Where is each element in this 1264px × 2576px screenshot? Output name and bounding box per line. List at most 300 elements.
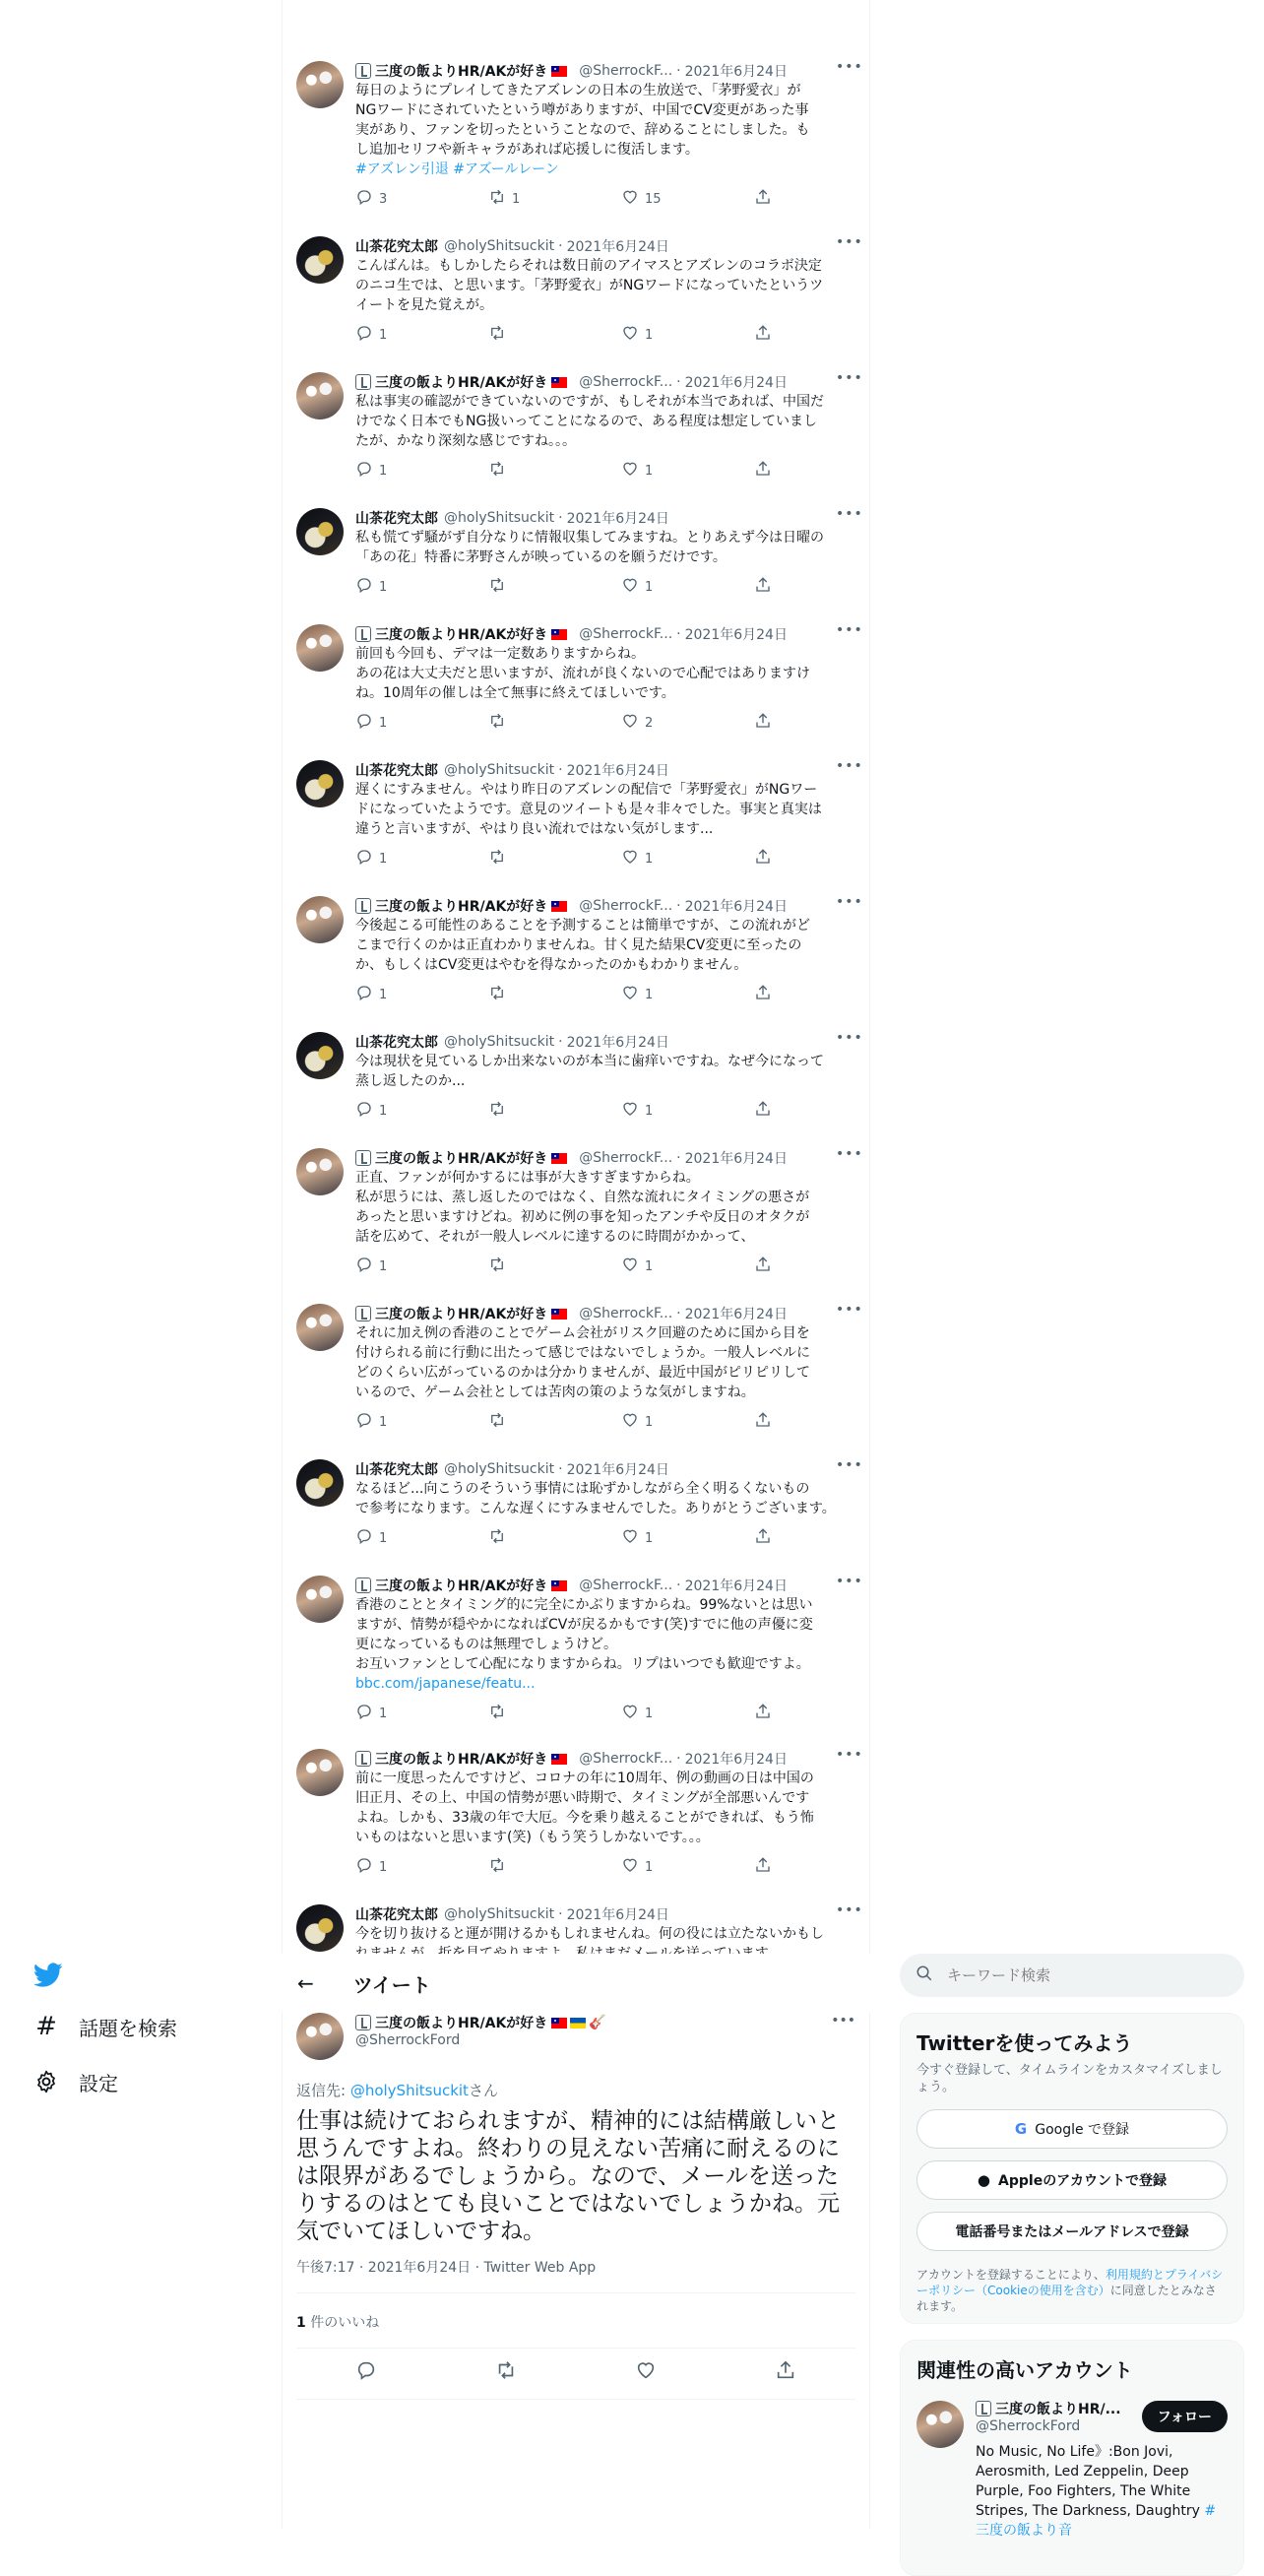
- related-account[interactable]: [901, 2383, 1243, 2541]
- terms-link[interactable]: 利用規約とプライバシーポリシー（Cookieの使用を含む）: [916, 2268, 1224, 2297]
- related-bio-tag[interactable]: #三度の飯より音: [976, 2503, 1217, 2539]
- retweet-button[interactable]: [488, 713, 587, 733]
- more-icon[interactable]: •••: [836, 506, 863, 522]
- reply-button[interactable]: [355, 849, 454, 869]
- guitar-badge-icon: [355, 1751, 371, 1767]
- tweet-actions: [355, 461, 774, 481]
- related-handle[interactable]: @SherrockFord: [976, 2418, 1081, 2434]
- tweet-actions: [355, 849, 774, 869]
- share-button[interactable]: [754, 577, 774, 597]
- search-box[interactable]: [900, 1954, 1244, 1997]
- author-name[interactable]: 三度の飯よりHR/AKが好き: [375, 375, 548, 391]
- tweet-text: 遅くにすみません。やはり昨日のアズレンの配信で「茅野愛衣」がNGワー ドになっていたようです。意見のツイートも是々非々でした。事実と真実は 違うと言いますが、やはり良い流れではない気がします...: [355, 782, 822, 837]
- reply-button[interactable]: [355, 1528, 454, 1548]
- reply-button[interactable]: [355, 1857, 454, 1877]
- apple-icon: ●: [977, 2171, 991, 2189]
- guitar-badge-icon: [355, 1306, 371, 1321]
- reply-button[interactable]: [355, 325, 454, 345]
- author-name[interactable]: 山茶花究太郎: [355, 1462, 438, 1478]
- avatar[interactable]: [296, 2013, 344, 2060]
- tweet-date[interactable]: 2021年6月24日: [684, 375, 788, 391]
- likes-count-row[interactable]: [296, 2312, 379, 2332]
- share-button[interactable]: [754, 1528, 774, 1548]
- author-handle[interactable]: @SherrockF...: [579, 1751, 673, 1767]
- avatar[interactable]: [296, 1032, 344, 1079]
- share-button[interactable]: [754, 713, 774, 733]
- tweet-body: [355, 59, 863, 209]
- like-count: 2: [645, 715, 654, 731]
- reply-icon: [355, 576, 373, 598]
- focused-tweet-text: 仕事は続けておられますが、精神的には結構厳しいと思うんですよね。終わりの見えない苦痛に耐えるのには限界があるでしょうから。なので、メールを送ったりするのはとても良いことではないでしょうかね。元気でいてほしいですね。: [296, 2108, 840, 2244]
- retweet-button[interactable]: [488, 1857, 587, 1877]
- retweet-button[interactable]: [488, 985, 587, 1004]
- nav-settings-label: 設定: [79, 2071, 118, 2095]
- author-handle[interactable]: @SherrockF...: [579, 898, 673, 914]
- like-button[interactable]: [621, 1857, 720, 1877]
- share-icon: [754, 1703, 772, 1724]
- tweet-text: 正直、ファンが何かするには事が大きすぎますからね。 私が思うには、蒸し返したのではなく、自然な流れにタイミングの悪さが あったと思いますけどね。初めに例の事を知ったアンチや反日のオタクが 話を広めて、それが一般人レベルに達するのに時間がかかって、: [355, 1170, 810, 1245]
- reply-button[interactable]: [355, 577, 454, 597]
- related-accounts-card: [900, 2340, 1244, 2576]
- more-icon[interactable]: •••: [836, 1146, 863, 1162]
- tweet-text: 毎日のようにプレイしてきたアズレンの日本の生放送で、「茅野愛衣」が NGワードにされていたという噂がありますが、中国でCV変更があった事 実があり、ファンを切ったということなので、辞めることにしました。も し追加セリフや新キャラがあれば応援しに復活します。: [355, 83, 810, 158]
- share-button[interactable]: [754, 1412, 774, 1432]
- google-signup-label: Google で登録: [1035, 2122, 1130, 2138]
- author-name[interactable]: 三度の飯よりHR/AKが好き: [375, 64, 548, 80]
- tweet-header: [355, 1747, 863, 1769]
- avatar[interactable]: [296, 1304, 344, 1351]
- guitar-badge-icon: [355, 63, 371, 79]
- retweet-icon: [488, 1527, 506, 1549]
- avatar[interactable]: [296, 372, 344, 419]
- nav-explore[interactable]: [0, 1999, 282, 2054]
- more-icon[interactable]: •••: [836, 1902, 863, 1918]
- author-name[interactable]: 三度の飯よりHR/AKが好き: [375, 899, 548, 915]
- tweet-header: [355, 1902, 863, 1924]
- like-count: 1: [645, 463, 654, 479]
- like-button[interactable]: [621, 1101, 720, 1121]
- ukraine-flag-icon: [570, 2018, 586, 2029]
- reply-count: 1: [379, 463, 388, 479]
- like-count: 1: [645, 579, 654, 595]
- reply-button[interactable]: [355, 1101, 454, 1121]
- more-icon[interactable]: •••: [836, 234, 863, 250]
- tweet-date[interactable]: 2021年6月24日: [566, 1907, 669, 1923]
- gear-icon: [33, 2069, 59, 2094]
- retweet-button[interactable]: [488, 577, 587, 597]
- like-count: 1: [645, 327, 654, 343]
- retweet-icon: [488, 712, 506, 734]
- tweet-date[interactable]: 2021年6月24日: [684, 1752, 788, 1768]
- more-icon[interactable]: •••: [836, 370, 863, 386]
- reply-button[interactable]: [355, 985, 454, 1004]
- tweet-body: [355, 622, 863, 733]
- like-count: 1: [645, 1859, 654, 1875]
- google-icon: G: [1014, 2120, 1028, 2138]
- tweet-body: [355, 1457, 863, 1548]
- author-name[interactable]: 山茶花究太郎: [355, 239, 438, 255]
- google-signup-button[interactable]: [916, 2109, 1228, 2149]
- tweet-date[interactable]: 2021年6月24日: [566, 511, 669, 527]
- reply-icon: [355, 1856, 373, 1878]
- twitter-logo-icon[interactable]: [0, 1954, 282, 1997]
- share-button[interactable]: [754, 849, 774, 869]
- reply-button[interactable]: [355, 1412, 454, 1432]
- tweet-date[interactable]: 2021年6月24日: [566, 239, 669, 255]
- reply-count: 1: [379, 1258, 388, 1274]
- like-button[interactable]: [621, 1528, 720, 1548]
- retweet-button[interactable]: [488, 461, 587, 481]
- like-button[interactable]: [621, 461, 720, 481]
- reply-icon[interactable]: [355, 2359, 377, 2385]
- tweet-date[interactable]: 2021年6月24日: [566, 1462, 669, 1478]
- terms-pre: アカウントを登録することにより、: [916, 2268, 1106, 2282]
- author-handle[interactable]: @SherrockF...: [579, 374, 673, 390]
- share-icon: [754, 1100, 772, 1122]
- share-icon: [754, 1256, 772, 1277]
- taiwan-flag-icon: [551, 1309, 567, 1320]
- reply-icon: [355, 1100, 373, 1122]
- more-icon[interactable]: •••: [836, 894, 863, 910]
- reply-count: 1: [379, 715, 388, 731]
- separator-dot: ·: [558, 1906, 563, 1922]
- tweet-text: 今後起こる可能性のあることを予測することは簡単ですが、この流れがど こまで行くのかは正直わかりませんね。甘く見た結果CV変更に至ったの か、もしくはCV変更はやむを得なかったのかもわかりません。: [355, 918, 810, 973]
- retweet-button[interactable]: [488, 1101, 587, 1121]
- retweet-button[interactable]: [488, 325, 587, 345]
- separator-dot: ·: [676, 626, 681, 642]
- author-handle[interactable]: @holyShitsuckit: [444, 510, 555, 526]
- more-icon[interactable]: •••: [836, 1302, 863, 1318]
- like-count: 1: [645, 1530, 654, 1546]
- reply-to-label: 返信先:: [296, 2082, 350, 2099]
- tweet-body: [355, 1302, 863, 1432]
- guitar-badge-icon: [355, 1578, 371, 1593]
- reply-count: 3: [379, 191, 388, 207]
- separator-dot: ·: [558, 762, 563, 778]
- tweet-date[interactable]: 2021年6月24日: [684, 1151, 788, 1167]
- author-name[interactable]: 三度の飯よりHR/AKが好き: [375, 1307, 548, 1322]
- like-button[interactable]: [621, 1704, 720, 1723]
- nav-explore-label: 話題を検索: [79, 2016, 177, 2040]
- author-handle[interactable]: @SherrockF...: [579, 1150, 673, 1166]
- related-avatar[interactable]: [916, 2401, 964, 2448]
- author-name[interactable]: 山茶花究太郎: [355, 763, 438, 779]
- avatar[interactable]: [296, 236, 344, 284]
- tweet-actions: [355, 325, 774, 345]
- author-name[interactable]: 三度の飯よりHR/AKが好き: [375, 2016, 548, 2031]
- reply-count: 1: [379, 1103, 388, 1119]
- retweet-icon: [488, 460, 506, 482]
- like-icon: [621, 1411, 639, 1433]
- more-icon[interactable]: •••: [836, 1574, 863, 1589]
- retweet-button[interactable]: [488, 189, 587, 209]
- share-button[interactable]: [754, 985, 774, 1004]
- like-icon[interactable]: [635, 2359, 657, 2385]
- author-handle[interactable]: @holyShitsuckit: [444, 1034, 555, 1050]
- reply-to-handle[interactable]: @holyShitsuckit: [349, 2082, 469, 2099]
- share-icon: [754, 712, 772, 734]
- tweet-hashtags[interactable]: #アズレン引退 #アズールレーン: [355, 161, 559, 177]
- tweet-meta[interactable]: 午後7:17 · 2021年6月24日 · Twitter Web App: [296, 2260, 597, 2276]
- author-name[interactable]: 三度の飯よりHR/AKが好き: [375, 1151, 548, 1167]
- tweet-body: [355, 506, 863, 597]
- phone-signup-button[interactable]: [916, 2212, 1228, 2251]
- guitar-badge-icon: [355, 374, 371, 390]
- separator-dot: ·: [558, 1034, 563, 1050]
- apple-signup-button[interactable]: [916, 2160, 1228, 2200]
- retweet-icon: [488, 1856, 506, 1878]
- tweet-actions: [355, 1704, 774, 1723]
- reply-button[interactable]: [355, 461, 454, 481]
- tweet-header: [355, 1146, 863, 1168]
- reply-icon: [355, 188, 373, 210]
- avatar[interactable]: [296, 1576, 344, 1623]
- tweet-date[interactable]: 2021年6月24日: [684, 627, 788, 643]
- tweet-date[interactable]: 2021年6月24日: [566, 1035, 669, 1051]
- terms-text: [901, 2263, 1243, 2318]
- taiwan-flag-icon: [551, 377, 567, 388]
- retweet-icon[interactable]: [495, 2359, 517, 2385]
- author-name[interactable]: 三度の飯よりHR/AKが好き: [375, 627, 548, 643]
- tweet-text: 前に一度思ったんですけど、コロナの年に10周年、例の動画の日は中国の 旧正月、その上、中国の情勢が悪い時期で、タイミングが全部悪いんです よね。しかも、33歳の年で大厄。今を乗り越えることができれば、もう怖 いものはないと思います(笑)（もう笑うしかないです。。。: [355, 1771, 814, 1845]
- reply-to: [296, 2080, 498, 2100]
- more-icon[interactable]: •••: [836, 622, 863, 638]
- share-button[interactable]: [754, 325, 774, 345]
- tweet-date[interactable]: 2021年6月24日: [684, 1307, 788, 1322]
- tweet-header: [355, 506, 863, 528]
- tweet-date[interactable]: 2021年6月24日: [684, 64, 788, 80]
- like-button[interactable]: [621, 985, 720, 1004]
- retweet-icon: [488, 576, 506, 598]
- separator-dot: ·: [676, 374, 681, 390]
- retweet-button[interactable]: [488, 849, 587, 869]
- tweet-date[interactable]: 2021年6月24日: [684, 1578, 788, 1594]
- author-handle[interactable]: @holyShitsuckit: [444, 1906, 555, 1922]
- like-count: 1: [645, 987, 654, 1002]
- author-handle[interactable]: @holyShitsuckit: [444, 1461, 555, 1477]
- like-button[interactable]: [621, 713, 720, 733]
- tweet-actions: [355, 1412, 774, 1432]
- tweet-body: [355, 234, 863, 345]
- guitar-badge-icon: [355, 1150, 371, 1166]
- more-icon[interactable]: •••: [831, 2013, 855, 2029]
- like-button[interactable]: [621, 849, 720, 869]
- like-icon: [621, 1527, 639, 1549]
- reply-button[interactable]: [355, 713, 454, 733]
- like-button[interactable]: [621, 189, 720, 209]
- like-icon: [621, 1703, 639, 1724]
- like-icon: [621, 576, 639, 598]
- tweet-header: [355, 894, 863, 916]
- author-name[interactable]: 山茶花究太郎: [355, 1907, 438, 1923]
- more-icon[interactable]: •••: [836, 758, 863, 774]
- reply-button[interactable]: [355, 189, 454, 209]
- author-handle[interactable]: @SherrockF...: [579, 1306, 673, 1321]
- retweet-button[interactable]: [488, 1256, 587, 1276]
- reply-suffix: さん: [468, 2082, 498, 2099]
- share-button[interactable]: [754, 189, 774, 209]
- tweet-text: 香港のこととタイミング的に完全にかぶりますからね。99%ないとは思い ますが、情勢が穏やかになればCVが戻るかもです(笑)すでに他の声優に変 更になっているものは無理でしょうけど。 お互いファンとして心配になりますからね。リプはいつでも歓迎ですよ。: [355, 1597, 813, 1672]
- guitar-icon: 🎸: [589, 2015, 606, 2030]
- share-icon: [754, 324, 772, 346]
- author-handle[interactable]: @SherrockFord: [355, 2032, 461, 2048]
- author-handle[interactable]: @holyShitsuckit: [444, 762, 555, 778]
- tweet-link[interactable]: bbc.com/japanese/featu...: [355, 1676, 536, 1692]
- tweet-actions: [355, 985, 774, 1004]
- like-icon: [621, 188, 639, 210]
- separator-dot: ·: [676, 898, 681, 914]
- tweet-header: [355, 1457, 863, 1479]
- like-button[interactable]: [621, 577, 720, 597]
- separator-dot: ·: [676, 1150, 681, 1166]
- more-icon[interactable]: •••: [836, 1747, 863, 1763]
- retweet-count: 1: [512, 191, 521, 207]
- author-handle[interactable]: @holyShitsuckit: [444, 238, 555, 254]
- like-count: 1: [645, 1706, 654, 1721]
- tweet-header: [355, 1574, 863, 1595]
- likes-count: 1: [296, 2315, 306, 2331]
- reply-count: 1: [379, 1530, 388, 1546]
- share-icon: [754, 188, 772, 210]
- share-button[interactable]: [754, 1256, 774, 1276]
- author-name[interactable]: 三度の飯よりHR/AKが好き: [375, 1578, 548, 1594]
- like-count: 1: [645, 1258, 654, 1274]
- tweet-body: [355, 1747, 863, 1877]
- search-input[interactable]: [947, 1966, 1213, 1984]
- more-icon[interactable]: •••: [836, 1457, 863, 1473]
- retweet-button[interactable]: [488, 1528, 587, 1548]
- reply-count: 1: [379, 1859, 388, 1875]
- tweet-actions: [355, 577, 774, 597]
- tweet-text: 今は現状を見ているしか出来ないのが本当に歯痒いですね。なぜ今になって 蒸し返したのか...: [355, 1054, 824, 1089]
- avatar[interactable]: [296, 760, 344, 807]
- retweet-button[interactable]: [488, 1704, 587, 1723]
- focused-actions: [296, 2359, 855, 2385]
- reply-icon: [355, 1527, 373, 1549]
- like-count: 1: [645, 851, 654, 867]
- guitar-badge-icon: [355, 2015, 371, 2030]
- tweet-text: 私も慌てず騒がず自分なりに情報収集してみますね。とりあえず今は日曜の 「あの花」特番に茅野さんが映っているのを願うだけです。: [355, 530, 824, 565]
- author-handle[interactable]: @SherrockF...: [579, 1578, 673, 1593]
- tweet-header: [355, 234, 863, 256]
- share-icon[interactable]: [775, 2359, 796, 2385]
- signup-subtitle: 今すぐ登録して、タイムラインをカスタマイズしましょう。: [916, 2063, 1223, 2094]
- back-arrow-icon[interactable]: ←: [297, 1971, 314, 1995]
- follow-button[interactable]: フォロー: [1142, 2401, 1228, 2432]
- author-name[interactable]: 山茶花究太郎: [355, 511, 438, 527]
- thread-tweet[interactable]: [296, 1902, 863, 1954]
- separator-dot: ·: [676, 1578, 681, 1593]
- share-icon: [754, 848, 772, 869]
- guitar-badge-icon: [976, 2401, 991, 2416]
- reply-count: 1: [379, 579, 388, 595]
- related-bio-text: No Music, No Life》:Bon Jovi, Aerosmith, Led Zeppelin, Deep Purple, Foo Fighters, The White Stripes, The Darkness, Daughtry: [976, 2444, 1205, 2519]
- taiwan-flag-icon: [551, 2018, 567, 2029]
- signup-title: Twitterを使ってみよう: [916, 2031, 1133, 2055]
- avatar[interactable]: [296, 896, 344, 943]
- tweet-text: なるほど...向こうのそういう事情には恥ずかしながら全く明るくないもの で参考になります。こんな遅くにすみませんでした。ありがとうございます。: [355, 1481, 836, 1516]
- tweet-date[interactable]: 2021年6月24日: [684, 899, 788, 915]
- like-button[interactable]: [621, 325, 720, 345]
- retweet-icon: [488, 1411, 506, 1433]
- reply-count: 1: [379, 987, 388, 1002]
- avatar[interactable]: [296, 61, 344, 108]
- terms-post: に同意したとみなされます。: [916, 2284, 1217, 2313]
- tweet-header: [355, 622, 863, 644]
- tweet-header: [355, 59, 863, 81]
- tweet-body: [355, 1030, 863, 1121]
- reply-button[interactable]: [355, 1256, 454, 1276]
- avatar[interactable]: [296, 1904, 344, 1952]
- separator-dot: ·: [558, 510, 563, 526]
- share-icon: [754, 576, 772, 598]
- apple-signup-label: Appleのアカウントで登録: [998, 2173, 1168, 2189]
- author-name[interactable]: 山茶花究太郎: [355, 1035, 438, 1051]
- more-icon[interactable]: •••: [836, 59, 863, 75]
- reply-icon: [355, 460, 373, 482]
- tweet-text: 前回も今回も、デマは一定数ありますからね。 あの花は大丈夫だと思いますが、流れが良くないので心配ではありますけ ね。10周年の催しは全て無事に終えてほしいです。: [355, 646, 810, 701]
- author-handle[interactable]: @SherrockF...: [579, 626, 673, 642]
- avatar[interactable]: [296, 1459, 344, 1507]
- tweet-header: [355, 370, 863, 392]
- share-button[interactable]: [754, 1101, 774, 1121]
- tweet-actions: [355, 1256, 774, 1276]
- retweet-icon: [488, 188, 506, 210]
- avatar[interactable]: [296, 508, 344, 555]
- taiwan-flag-icon: [551, 1754, 567, 1765]
- avatar[interactable]: [296, 1749, 344, 1796]
- taiwan-flag-icon: [551, 1580, 567, 1591]
- tweet-text: 私は事実の確認ができていないのですが、もしそれが本当であれば、中国だ けでなく日本でもNG扱いってことになるので、ある程度は想定していまし たが、かなり深刻な感じですね。。。: [355, 394, 824, 449]
- retweet-icon: [488, 1703, 506, 1724]
- related-bio: [976, 2442, 1228, 2541]
- tweet-header: [355, 1030, 863, 1052]
- avatar[interactable]: [296, 624, 344, 672]
- reply-button[interactable]: [355, 1704, 454, 1723]
- retweet-button[interactable]: [488, 1412, 587, 1432]
- avatar[interactable]: [296, 1148, 344, 1195]
- author-handle[interactable]: @SherrockF...: [579, 63, 673, 79]
- reply-count: 1: [379, 1414, 388, 1430]
- retweet-icon: [488, 1100, 506, 1122]
- tweet-body: [355, 1146, 863, 1276]
- taiwan-flag-icon: [551, 901, 567, 912]
- right-sidebar: [900, 1954, 1244, 2576]
- like-button[interactable]: [621, 1256, 720, 1276]
- share-button[interactable]: [754, 1857, 774, 1877]
- like-icon: [621, 1256, 639, 1277]
- reply-icon: [355, 1256, 373, 1277]
- share-button[interactable]: [754, 1704, 774, 1723]
- taiwan-flag-icon: [551, 1153, 567, 1164]
- nav-settings[interactable]: [0, 2054, 282, 2109]
- more-icon[interactable]: •••: [836, 1030, 863, 1046]
- reply-icon: [355, 1411, 373, 1433]
- tweet-date[interactable]: 2021年6月24日: [566, 763, 669, 779]
- related-name[interactable]: 三度の飯よりHR/...: [995, 2402, 1121, 2417]
- tweet-actions: [355, 1857, 774, 1877]
- like-button[interactable]: [621, 1412, 720, 1432]
- like-icon: [621, 460, 639, 482]
- like-icon: [621, 848, 639, 869]
- like-icon: [621, 1856, 639, 1878]
- retweet-icon: [488, 1256, 506, 1277]
- share-icon: [754, 1856, 772, 1878]
- share-button[interactable]: [754, 461, 774, 481]
- author-name[interactable]: 三度の飯よりHR/AKが好き: [375, 1752, 548, 1768]
- search-icon: [916, 1964, 933, 1986]
- retweet-icon: [488, 324, 506, 346]
